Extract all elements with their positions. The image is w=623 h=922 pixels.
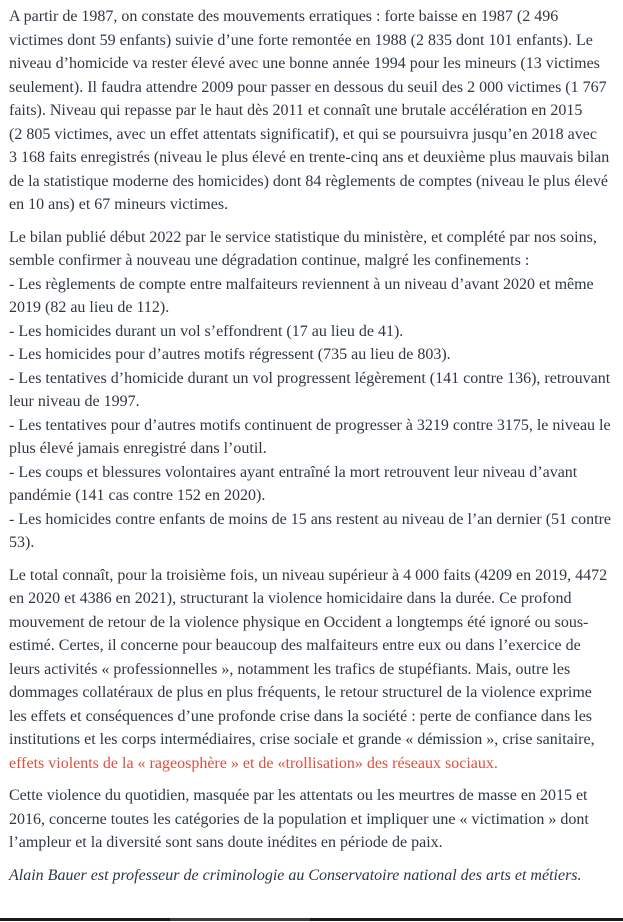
bullet-item: - Les règlements de compte entre malfaiteurs reviennent à un niveau d’avant 2020 et même 2019 (82 au lieu de 112). [9, 275, 594, 316]
bullet-item: - Les homicides durant un vol s’effondrent (17 au lieu de 41). [9, 322, 404, 340]
paragraph-total-analysis [9, 564, 613, 776]
paragraph-2022-report [9, 226, 613, 555]
bullet-item: - Les homicides pour d’autres motifs régressent (735 au lieu de 803). [9, 346, 451, 363]
paragraph-homicide-history: A partir de 1987, on constate des mouvements erratiques : forte baisse en 1987 (2 496 victimes dont 59 enfants) suivie d’une forte remontée en 1988 (2 835 dont 101 enfants). Le niveau d’homicide va rester élevé avec une bonne année 1994 pour les mineurs (13 victimes seulement). Il faudra attendre 2009 pour passer en dessous du seuil des 2 000 victimes (1 767 faits). Niveau qui repasse par le haut dès 2011 et connaît une brutale accélération en 2015 (2 805 victimes, avec un effet attentats significatif), et qui se poursuivra jusqu’en 2018 avec 3 168 faits enregistrés (niveau le plus élevé en trente-cinq ans et deuxième plus mauvais bilan de la statistique moderne des homicides) dont 84 règlements de comptes (niveau le plus élevé en 10 ans) et 67 mineurs victimes. [9, 8, 610, 213]
bottom-divider [0, 918, 623, 921]
bullet-item: - Les tentatives pour d’autres motifs continuent de progresser à 3219 contre 3175, le niveau le plus élevé jamais enregistré dans l’outil. [9, 416, 611, 457]
rageosphere-link[interactable]: effets violents de la « rageosphère » et de «trollisation» des réseaux sociaux. [9, 754, 498, 772]
paragraph-text: Le total connaît, pour la troisième fois, un niveau supérieur à 4 000 faits (4209 en 2019, 4472 en 2020 et 4386 en 2021), structurant la violence homicidaire dans la durée. Ce profond mouvement de retour de la violence physique en Occident a longtemps été ignoré ou sous-estimé. Certes, il concerne pour beaucoup des malfaiteurs entre eux ou dans l’exercice de leurs activités « professionnelles », notamment les trafics de stupéfiants. Mais, outre les dommages collatéraux de plus en plus fréquents, le retour structurel de la violence exprime les effets et conséquences d’une profonde crise dans la société : perte de confiance dans les institutions et les corps intermédiaires, crise sociale et grande « démission », crise sanitaire, [9, 566, 608, 748]
bullet-item: - Les coups et blessures volontaires ayant entraîné la mort retrouvent leur niveau d’avant pandémie (141 cas contre 152 en 2020). [9, 463, 578, 504]
paragraph-conclusion: Cette violence du quotidien, masquée par les attentats ou les meurtres de masse en 2015 et 2016, concerne toutes les catégories de la population et impliquer une « victimation » dont l’ampleur et la diversité sont sans doute inédites en période de paix. [9, 787, 589, 851]
divider-light-segment [170, 918, 310, 921]
bullet-item: - Les tentatives d’homicide durant un vol progressent légèrement (141 contre 136), retrouvant leur niveau de 1997. [9, 369, 611, 410]
bullet-item: - Les homicides contre enfants de moins de 15 ans restent au niveau de l’an dernier (51 contre 53). [9, 510, 612, 551]
paragraph-intro: Le bilan publié début 2022 par le service statistique du ministère, et complété par nos soins, semble confirmer à nouveau une dégradation continue, malgré les confinements : [9, 228, 597, 269]
byline: Alain Bauer est professeur de criminologie au Conservatoire national des arts et métiers. [9, 866, 582, 884]
